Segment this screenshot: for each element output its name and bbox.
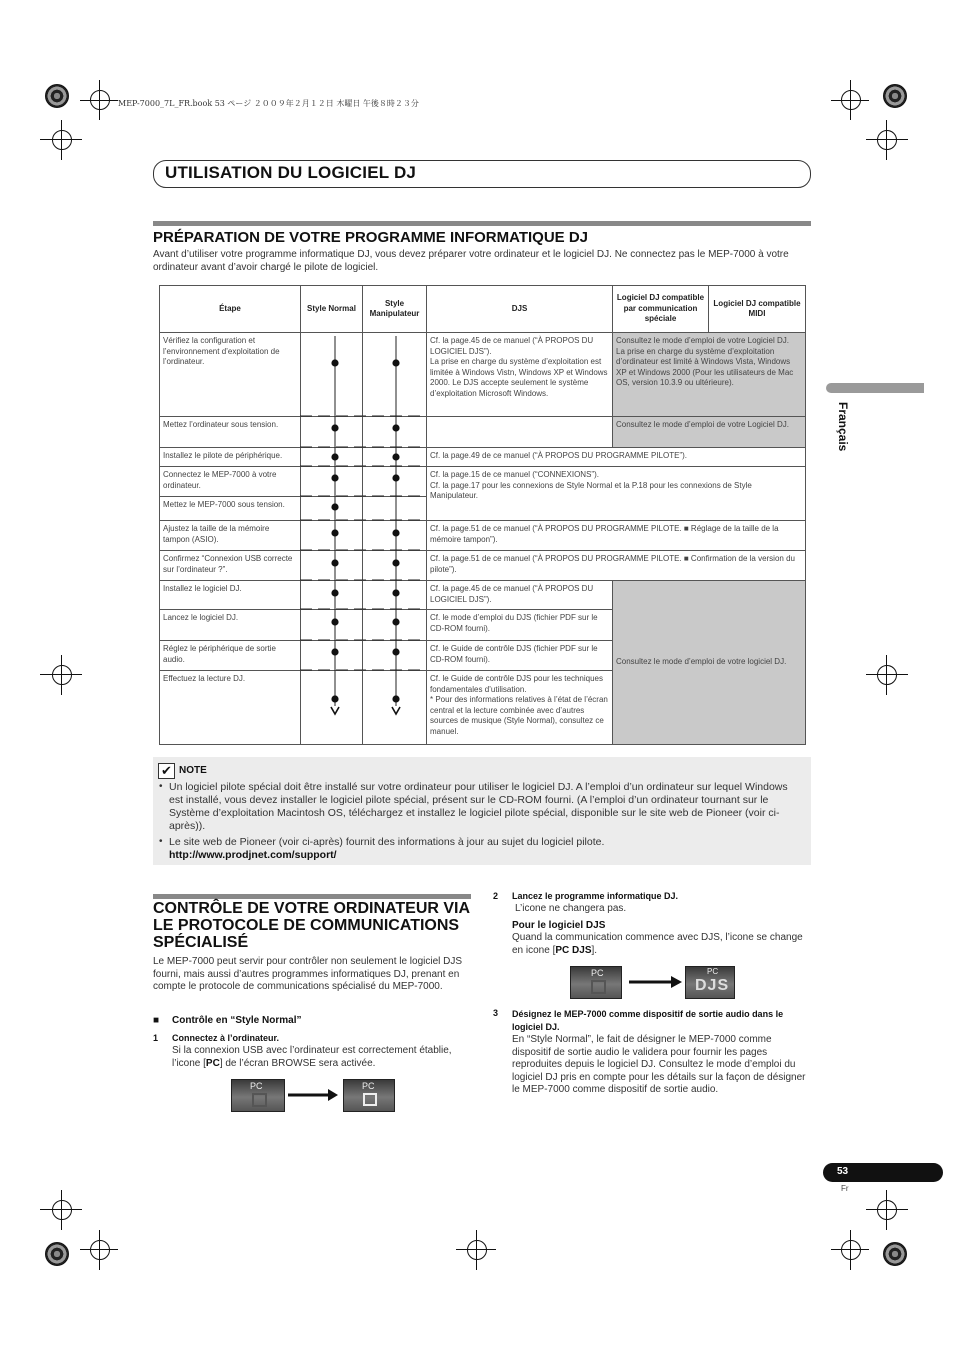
pc-icon-inactive: [231, 1079, 285, 1112]
step2-text: L’icone ne changera pas.: [515, 903, 627, 914]
registration-circle-icon: [45, 1242, 69, 1266]
djs-label: DJS: [695, 977, 730, 994]
section-bar: [153, 894, 471, 899]
step-cell: Effectuez la lecture DJ.: [160, 671, 301, 745]
step1-text-a: Si la connexion USB avec l’ordinateur est correctement établie, l’icone [: [172, 1045, 452, 1069]
step-heading: Lancez le programme informatique DJ.: [512, 891, 679, 901]
all-cell: Cf. la page.49 de ce manuel (“À PROPOS DU PROGRAMME PILOTE”).: [427, 448, 806, 467]
step-cell: Installez le pilote de périphérique.: [160, 448, 301, 467]
crosshair-icon: [52, 1200, 72, 1220]
print-header: MEP-7000_7L_FR.book 53 ページ ２００９年２月１２日 木曜日 午後８時２３分: [118, 99, 419, 108]
step1-text-b: PC: [205, 1057, 220, 1069]
crosshair-line: [866, 1209, 908, 1210]
arrow-right-icon: [286, 1087, 341, 1103]
step-number: 1: [153, 1033, 159, 1043]
note-bullet: Le site web de Pioneer (voir ci-après) fournit des informations à jour au sujet du logiciel pilote.: [169, 836, 605, 848]
step-heading: Connectez à l’ordinateur.: [172, 1033, 280, 1043]
arrow-down-icon: [392, 707, 400, 714]
pc-djs-icon: [685, 966, 735, 999]
pc-icon-inactive: [570, 966, 622, 999]
step-cell: Confirmez “Connexion USB correcte sur l’ordinateur ?”.: [160, 551, 301, 581]
step3-text: En “Style Normal”, le fait de désigner le MEP-7000 comme dispositif de sortie audio le validera pour fournir les pages reproduites depuis le logiciel DJ. Consultez le mode d’emploi du logiciel DJ pris en compte pour les détails sur la façon de désigner le MEP-7000 comme dispositif de sortie audio.: [512, 1034, 806, 1095]
step-cell: Réglez le périphérique de sortie audio.: [160, 641, 301, 671]
pc-label: PC: [591, 968, 604, 978]
step-cell: Lancez le logiciel DJ.: [160, 610, 301, 641]
arrow-down-icon: [331, 707, 339, 714]
djs-text-c: ].: [591, 944, 598, 956]
step-heading: Désignez le MEP-7000 comme dispositif de sortie audio dans le logiciel DJ.: [512, 1009, 784, 1032]
header-etape: Étape: [160, 286, 301, 333]
chapter-title: UTILISATION DU LOGICIEL DJ: [165, 163, 417, 182]
arrow-right-icon: [627, 974, 685, 990]
header-style-manipulateur: Style Manipulateur: [363, 286, 427, 333]
step-dots: [331, 359, 399, 702]
step1-text-c: ] de l’écran BROWSE sera activée.: [219, 1057, 376, 1069]
step-cell: Ajustez la taille de la mémoire tampon (ASIO).: [160, 521, 301, 551]
step-cell: Mettez l’ordinateur sous tension.: [160, 417, 301, 448]
step-cell: Connectez le MEP-7000 à votre ordinateur.: [160, 467, 301, 497]
pc-label: PC: [707, 967, 719, 976]
language-label: Français: [836, 402, 850, 452]
bullet-icon: •: [159, 836, 163, 847]
support-link[interactable]: http://www.prodjnet.com/support/: [169, 849, 337, 861]
all-cell: Cf. la page.51 de ce manuel (“À PROPOS DU PROGRAMME PILOTE. ■ Confirmation de la version du pilote”).: [427, 551, 806, 581]
other-cell: Consultez le mode d’emploi de votre Logiciel DJ.: [613, 417, 806, 448]
page-number: 53: [837, 1166, 849, 1177]
djs-cell: Cf. la page.45 de ce manuel (“À PROPOS DU LOGICIEL DJS”).: [427, 581, 613, 610]
page-language: Fr: [841, 1184, 849, 1193]
crosshair-line: [850, 1230, 851, 1270]
bullet-icon: •: [159, 781, 163, 792]
section-title-line: SPÉCIALISÉ: [153, 934, 249, 951]
square-bullet-icon: ■: [153, 1015, 160, 1026]
djs-cell: Cf. le mode d’emploi du DJS (fichier PDF sur le CD-ROM fourni).: [427, 610, 613, 641]
all-cell: Cf. la page.51 de ce manuel (“À PROPOS DU PROGRAMME PILOTE. ■ Réglage de la taille de la mémoire tampon”).: [427, 521, 806, 551]
pc-label: PC: [362, 1081, 375, 1091]
registration-circle-icon: [883, 1242, 907, 1266]
checkmark-icon: ✔: [158, 763, 175, 779]
section-title-line: CONTRÔLE DE VOTRE ORDINATEUR VIA: [153, 900, 471, 917]
crosshair-icon: [841, 1240, 861, 1260]
step1-text: [172, 1045, 470, 1070]
crosshair-line: [886, 1190, 887, 1230]
crosshair-icon: [90, 1240, 110, 1260]
pc-screen-icon: [363, 1093, 377, 1106]
crosshair-icon: [467, 1240, 487, 1260]
step-cell: Installez le logiciel DJ.: [160, 581, 301, 610]
section-title: PRÉPARATION DE VOTRE PROGRAMME INFORMATIQUE DJ: [153, 229, 589, 246]
header-special: Logiciel DJ compatible par communication spéciale: [613, 286, 709, 333]
pc-screen-icon: [591, 980, 606, 994]
header-djs: DJS: [427, 286, 613, 333]
merged-other-cell: Consultez le mode d’emploi de votre logiciel DJ.: [613, 581, 806, 745]
djs-subhead: Pour le logiciel DJS: [512, 920, 606, 931]
note-bullet: Un logiciel pilote spécial doit être installé sur votre ordinateur pour utiliser le logiciel DJ. A l’emploi d’un ordinateur sur lequel Windows est installé, vous devez installer le logiciel pilote spécial, présent sur le CD-ROM fourni. (A l’emploi d’un ordinateur tournant sur le Système d’exploitation Macintosh OS, téléchargez et installez le logiciel pilote spécial, disponible sur le site web de Pioneer (voir ci-après)).: [169, 781, 788, 832]
section-title-line: LE PROTOCOLE DE COMMUNICATIONS: [153, 917, 460, 934]
section2-intro: Le MEP-7000 peut servir pour contrôler non seulement le logiciel DJS fourni, mais aussi d’autres programmes informatiques DJ, prenant en compte le protocole de communications spécialisé du MEP-7000.: [153, 956, 463, 992]
all-cell: Cf. la page.15 de ce manuel (“CONNEXIONS”). Cf. la page.17 pour les connexions de Style Normal et la P.18 pour les connexions de Style Manipulateur.: [427, 467, 806, 521]
djs-cell: Cf. le Guide de contrôle DJS (fichier PDF sur le CD-ROM fourni).: [427, 641, 613, 671]
crosshair-line: [61, 1190, 62, 1230]
dash-lines: [300, 416, 426, 670]
djs-text: [512, 932, 810, 957]
step-number: 2: [493, 891, 499, 901]
pc-icon-active: [343, 1079, 395, 1112]
section-intro: Avant d’utiliser votre programme informatique DJ, vous devez préparer votre ordinateur et le logiciel DJ. Ne connectez pas le MEP-7000 à votre ordinateur avant d’avoir chargé le pilote de logiciel.: [153, 249, 789, 273]
pc-label: PC: [250, 1081, 263, 1091]
crosshair-line: [476, 1230, 477, 1270]
step-cell: Vérifiez la configuration et l’environnement d’exploitation de l’ordinateur.: [160, 333, 301, 417]
step-cell: Mettez le MEP-7000 sous tension.: [160, 497, 301, 521]
djs-text-a: Quand la communication commence avec DJS, l’icone se change en icone [: [512, 932, 803, 956]
djs-text-b: PC DJS: [555, 944, 592, 956]
header-style-normal: Style Normal: [301, 286, 363, 333]
note-title: NOTE: [179, 765, 207, 776]
subhead: Contrôle en “Style Normal”: [172, 1015, 302, 1026]
other-cell: Consultez le mode d’emploi de votre Logiciel DJ. La prise en charge du système d’exploitation d’ordinateur est limité à Windows Vista, Windows XP et Windows 2000 (Pour les utilisateurs de Mac OS, version 10.3.9 ou ultérieure).: [613, 333, 806, 417]
djs-cell: Cf. la page.45 de ce manuel (“À PROPOS DU LOGICIEL DJS”). La prise en charge du système d’exploitation est limitée à Windows Vistn, Windows XP et Windows 2000. Le DJS accepte seulement le système d’exploitation Microsoft Windows.: [427, 333, 613, 417]
djs-cell: Cf. le Guide de contrôle DJS pour les techniques fondamentales d’utilisation. * Pour des informations relatives à l’état de l’écran central et la lecture combinée avec d’autres sources de musique (Style Normal), consultez ce manuel.: [427, 671, 613, 745]
pc-screen-icon: [252, 1093, 267, 1107]
crosshair-line: [99, 1230, 100, 1270]
crosshair-icon: [877, 1200, 897, 1220]
step-number: 3: [493, 1008, 499, 1018]
header-midi: Logiciel DJ compatible MIDI: [709, 286, 806, 333]
